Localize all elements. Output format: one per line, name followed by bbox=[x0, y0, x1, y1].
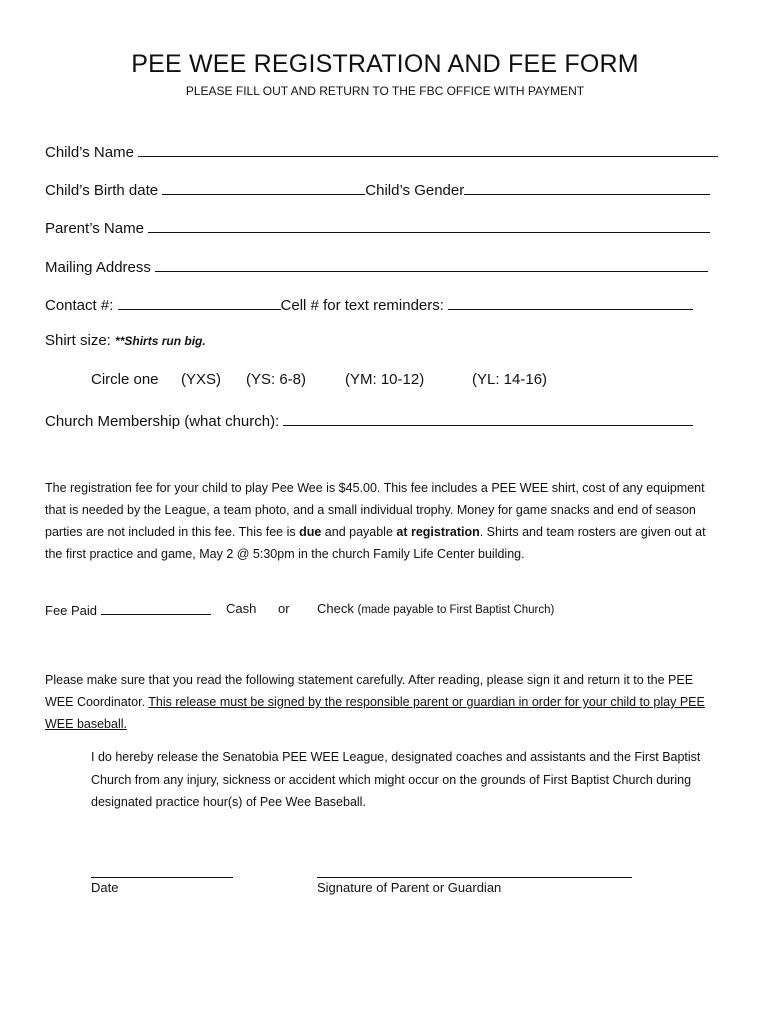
fee-paid-label: Fee Paid bbox=[45, 603, 98, 618]
childs-name-label: Child’s Name bbox=[45, 144, 134, 161]
check-option[interactable]: Check bbox=[317, 601, 354, 616]
parents-name-row bbox=[45, 217, 710, 237]
childs-birth-date-label: Child’s Birth date bbox=[45, 182, 159, 199]
contact-label: Contact #: bbox=[45, 297, 114, 314]
signature-label: Signature of Parent or Guardian bbox=[317, 880, 502, 895]
church-membership-row bbox=[45, 410, 693, 430]
check-option-row bbox=[317, 601, 554, 616]
mailing-address-label: Mailing Address bbox=[45, 259, 151, 276]
shirt-size-note: **Shirts run big. bbox=[115, 334, 206, 348]
or-label: or bbox=[278, 601, 290, 616]
parents-name-blank[interactable] bbox=[148, 217, 710, 233]
church-membership-label: Church Membership (what church): bbox=[45, 413, 280, 430]
statement-intro: Please make sure that you read the following statement carefully. After reading, please sign it and return it to the PEE WEE Coordinator. bbox=[45, 673, 694, 709]
mailing-address-row bbox=[45, 256, 708, 276]
size-option-yl[interactable]: (YL: 14-16) bbox=[472, 371, 548, 388]
fee-text-1: The registration fee for your child to play Pee Wee is $45.00. This fee includes a PEE WEE shirt, cost of any equipment that is needed by the League, a team photo, and a small individual trophy. Money for game snacks and end of season parties are not included in this fee. This fee is bbox=[45, 481, 705, 539]
statement-underlined: This release must be signed by the responsible parent or guardian in order for your child to play PEE WEE baseball. bbox=[45, 695, 705, 731]
statement-paragraph bbox=[45, 669, 721, 735]
fee-paid-row bbox=[45, 601, 211, 618]
childs-name-blank[interactable] bbox=[138, 141, 718, 157]
fee-text-3: . Shirts and team rosters are given out at the first practice and game, May 2 @ 5:30pm in the church Family Life Center building. bbox=[45, 525, 706, 561]
check-note: (made payable to First Baptist Church) bbox=[357, 604, 555, 616]
signature-line[interactable] bbox=[317, 877, 632, 878]
birth-gender-row bbox=[45, 179, 710, 199]
childs-gender-blank[interactable] bbox=[464, 179, 710, 195]
parents-name-label: Parent’s Name bbox=[45, 220, 144, 237]
childs-gender-label: Child’s Gender bbox=[365, 182, 465, 199]
date-label: Date bbox=[91, 880, 119, 895]
circle-one-label: Circle one bbox=[91, 371, 159, 388]
size-option-yxs[interactable]: (YXS) bbox=[181, 371, 222, 388]
contact-row bbox=[45, 294, 693, 314]
contact-blank[interactable] bbox=[118, 294, 281, 310]
cell-label: Cell # for text reminders: bbox=[280, 297, 444, 314]
fee-text-due: due bbox=[299, 525, 322, 539]
form-subtitle: PLEASE FILL OUT AND RETURN TO THE FBC OFFICE WITH PAYMENT bbox=[185, 84, 585, 98]
church-membership-blank[interactable] bbox=[283, 410, 693, 426]
size-option-ym[interactable]: (YM: 10-12) bbox=[345, 371, 425, 388]
date-line[interactable] bbox=[91, 877, 233, 878]
fee-text-2: and payable bbox=[321, 525, 397, 539]
cash-option[interactable]: Cash bbox=[226, 601, 257, 616]
shirt-size-row bbox=[45, 332, 206, 349]
fee-text-at-registration: at registration bbox=[396, 525, 480, 539]
childs-name-row bbox=[45, 141, 718, 161]
release-statement: I do hereby release the Senatobia PEE WEE League, designated coaches and assistants and the First Baptist Church from any injury, sickness or accident which might occur on the grounds of First Baptist Church during designated practice hour(s) of Pee Wee Baseball. bbox=[91, 750, 701, 809]
fee-paid-blank[interactable] bbox=[101, 601, 211, 615]
shirt-size-label: Shirt size: bbox=[45, 332, 111, 349]
cell-blank[interactable] bbox=[448, 294, 693, 310]
form-title: PEE WEE REGISTRATION AND FEE FORM bbox=[131, 50, 639, 78]
mailing-address-blank[interactable] bbox=[155, 256, 708, 272]
fee-paragraph bbox=[45, 477, 725, 565]
size-option-ys[interactable]: (YS: 6-8) bbox=[246, 371, 307, 388]
childs-birth-date-blank[interactable] bbox=[162, 179, 365, 195]
